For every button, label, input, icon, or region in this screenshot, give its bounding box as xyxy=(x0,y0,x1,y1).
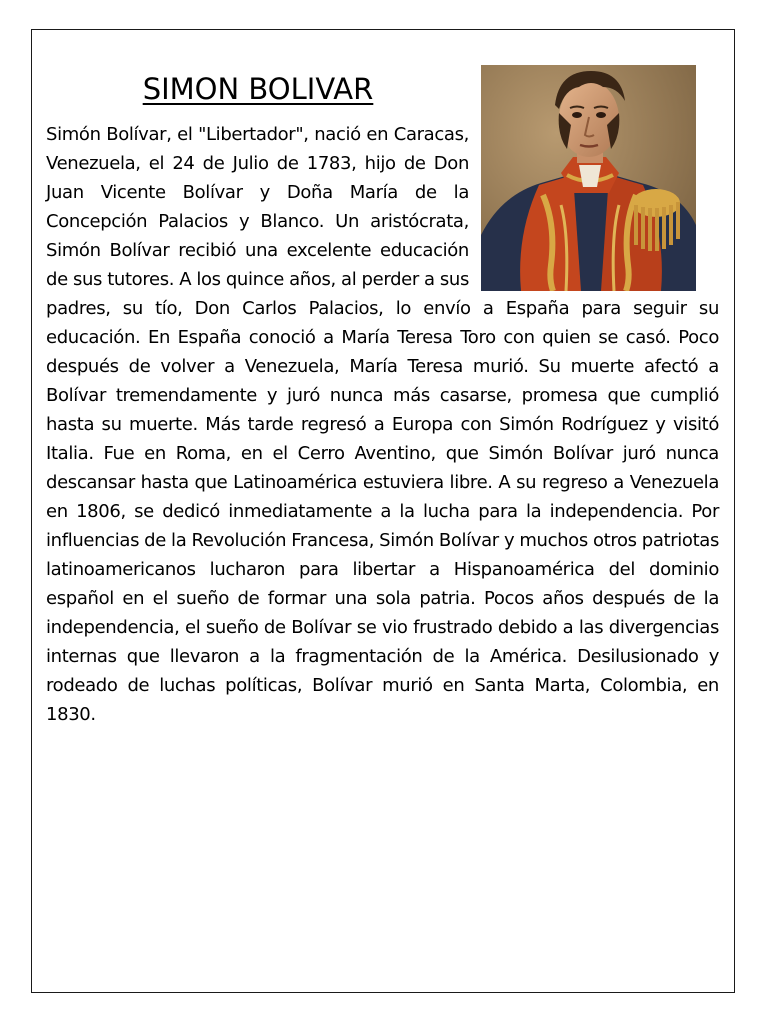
page-title: SIMON BOLIVAR xyxy=(142,72,374,106)
portrait-float-spacer xyxy=(469,120,719,294)
biography-text: Simón Bolívar, el "Libertador", nació en Caracas, Venezuela, el 24 de Julio de 1783, hijo de Don Juan Vicente Bolívar y Doña María de la Concepción Palacios y Blanco. Un aristócrata, Simón Bolívar recibió una excelente educación de sus tutores. A los quince años, al perder a sus padres, su tío, Don Carlos Palacios, lo envío a España para seguir su educación. En España conoció a María Teresa Toro con quien se casó. Poco después de volver a Venezuela, María Teresa murió. Su muerte afectó a Bolívar tremendamente y juró nunca más casarse, promesa que cumplió hasta su muerte. Más tarde regresó a Europa con Simón Rodríguez y visitó Italia. Fue en Roma, en el Cerro Aventino, que Simón Bolívar juró nunca descansar hasta que Latinoamérica estuviera libre. A su regreso a Venezuela en 1806, se dedicó inmediatamente a la lucha para la independencia. Por influencias de la Revolución Francesa, Simón Bolívar y muchos otros patriotas latinoamericanos lucharon para libertar a Hispanoamérica del dominio español en el sueño de formar una sola patria. Pocos años después de la independencia, el sueño de Bolívar se vio frustrado debido a las divergencias internas que llevaron a la fragmentación de la América. Desilusionado y rodeado de luchas políticas, Bolívar murió en Santa Marta, Colombia, en 1830. xyxy=(46,124,719,725)
biography-paragraph xyxy=(46,120,719,729)
